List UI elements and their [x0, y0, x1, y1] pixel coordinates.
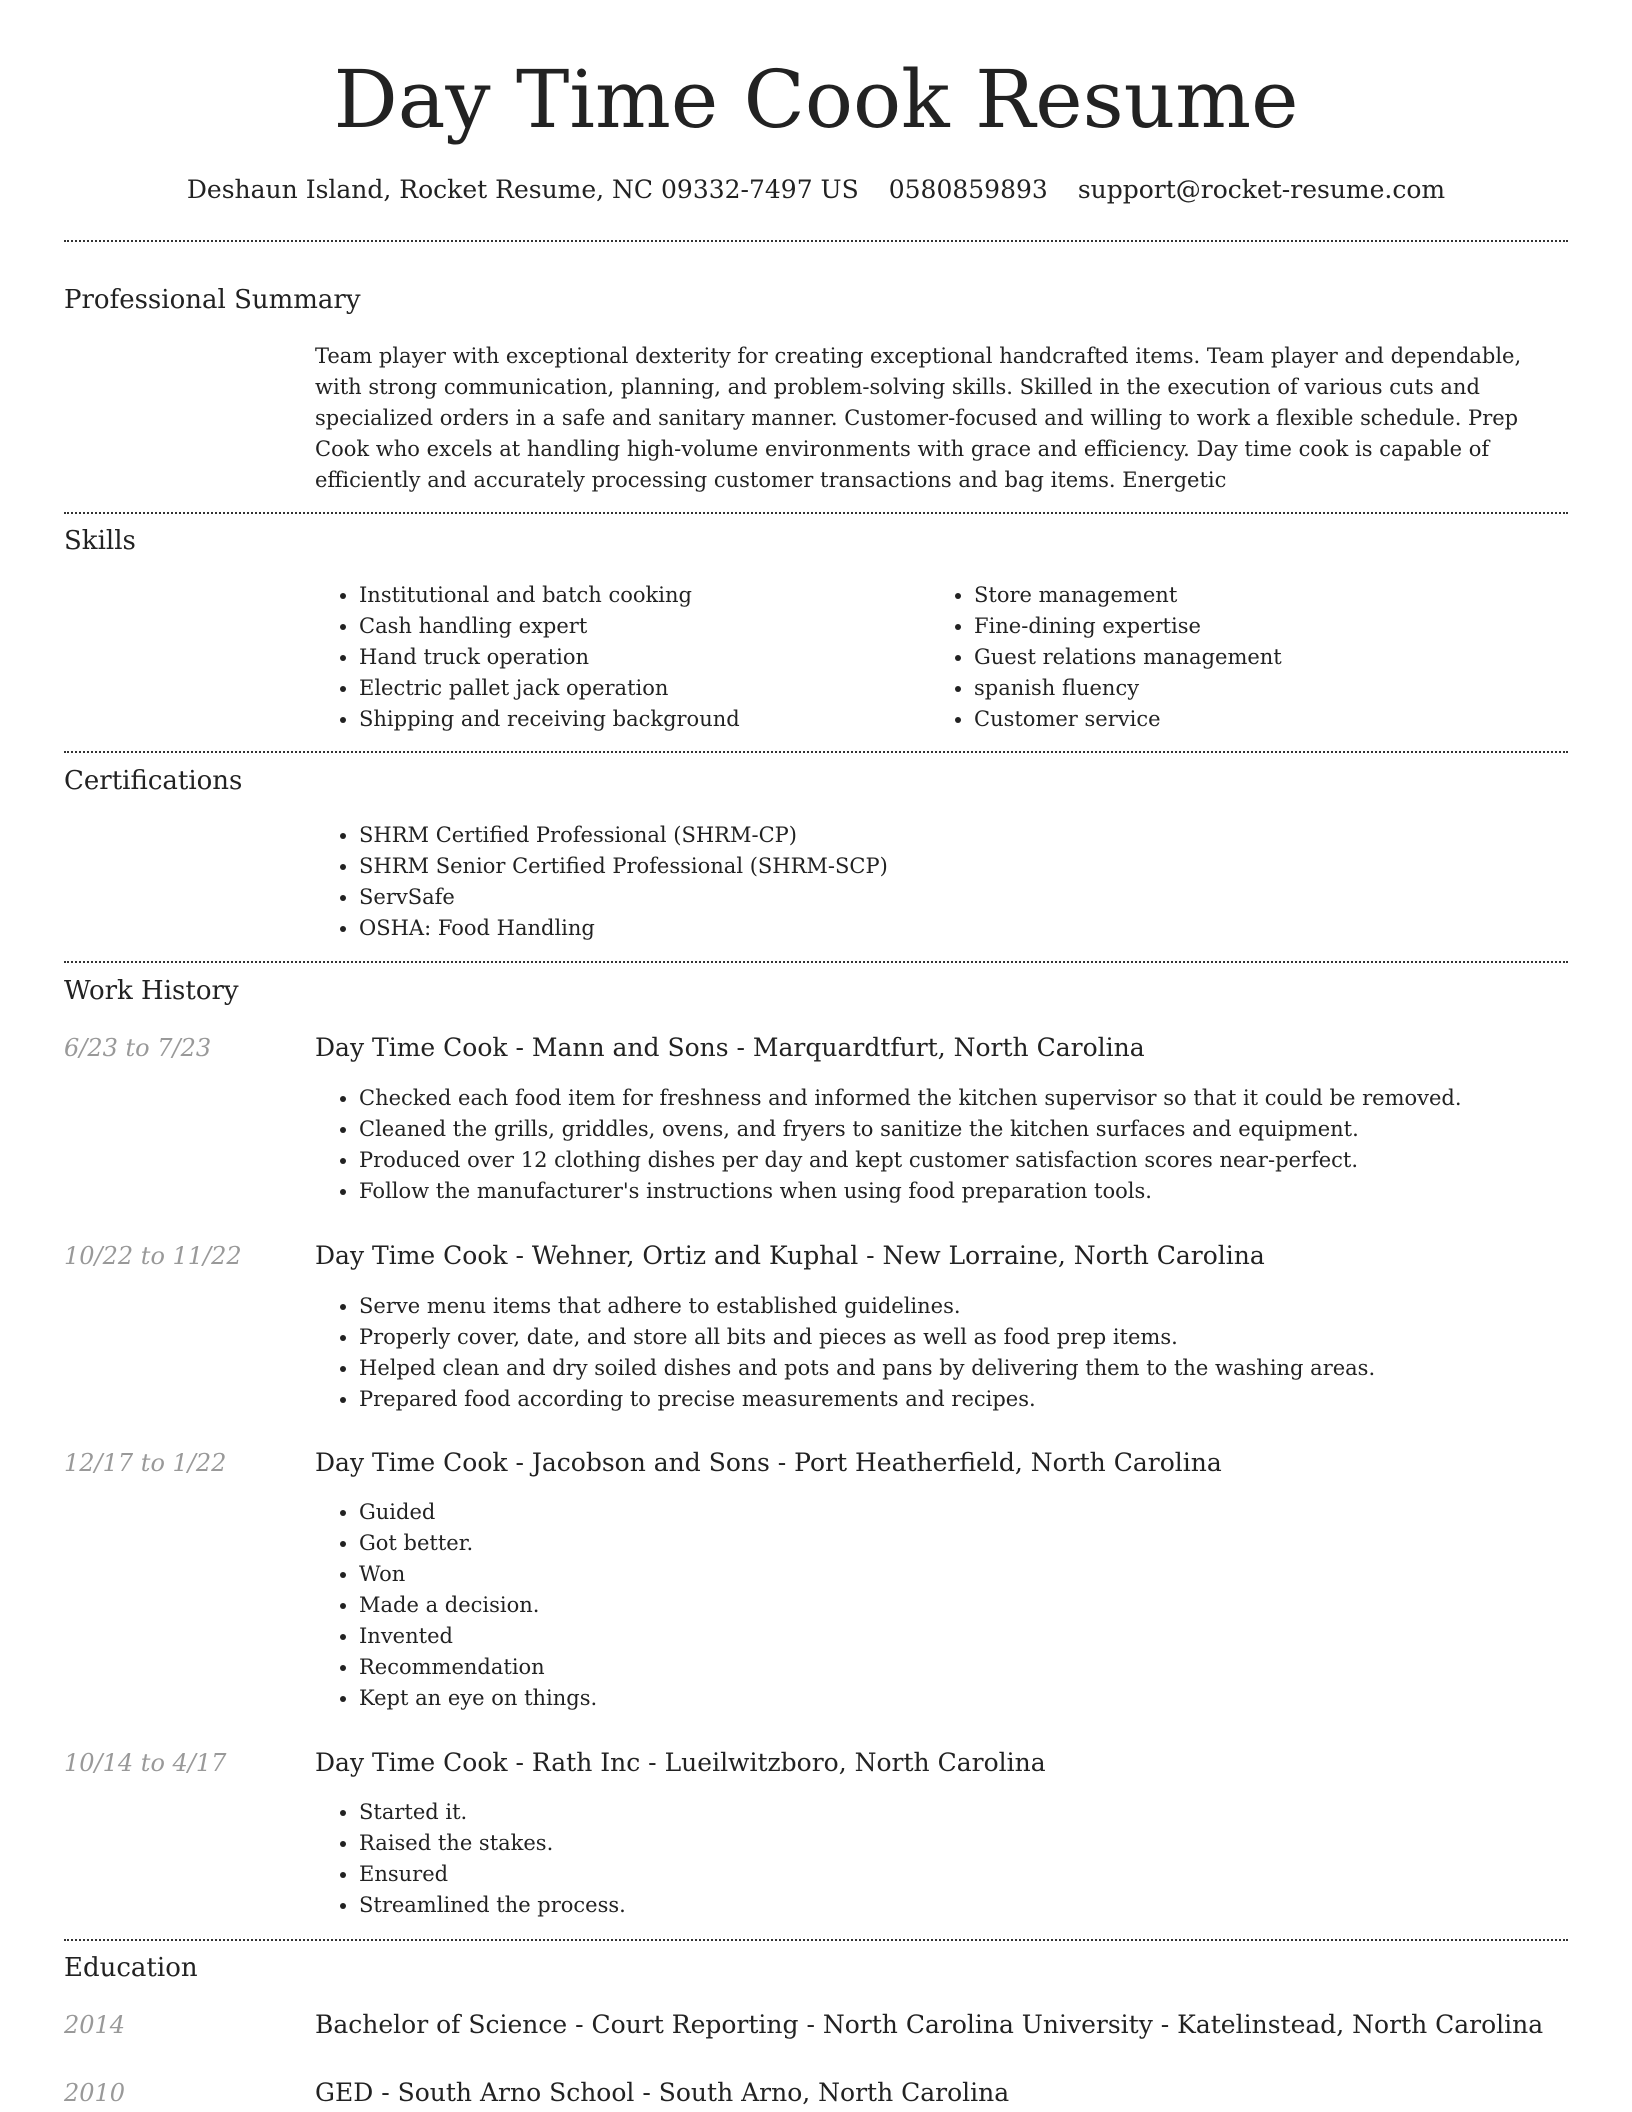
list-item: • Electric pallet jack operation: [359, 673, 919, 704]
list-item: • Helped clean and dry soiled dishes and pots and pans by delivering them to the washing areas.: [359, 1353, 1589, 1384]
list-item: • Checked each food item for freshness and informed the kitchen supervisor so that it could be removed.: [359, 1083, 1589, 1114]
job-title: Day Time Cook - Mann and Sons - Marquardtfurt, North Carolina: [315, 1033, 1145, 1062]
list-item: • Started it.: [359, 1797, 1589, 1828]
summary-text: Team player with exceptional dexterity for creating exceptional handcrafted items. Team player and dependable, with strong communication, planning, and problem-solving skills. Skilled in the execution of various cuts and specialized orders in a safe and sanitary manner. Customer-focused and willing to work a flexible schedule. Prep Cook who excels at handling high-volume environments with grace and efficiency. Day time cook is capable of efficiently and accurately processing customer transactions and bag items. Energetic: [315, 344, 1522, 492]
list-item: • Cash handling expert: [359, 611, 919, 642]
list-item: • Kept an eye on things.: [359, 1683, 1589, 1714]
skills-heading: Skills: [64, 526, 136, 556]
job-bullets: [315, 1291, 1589, 1415]
list-item: • Invented: [359, 1621, 1589, 1652]
resume-title: Day Time Cook Resume: [333, 53, 1299, 146]
job-title: Day Time Cook - Wehner, Ortiz and Kuphal - New Lorraine, North Carolina: [315, 1241, 1265, 1270]
list-item: • SHRM Certified Professional (SHRM-CP): [359, 820, 1559, 851]
list-item: • Raised the stakes.: [359, 1828, 1589, 1859]
skills-list-right: [930, 580, 1574, 735]
list-item: • Store management: [974, 580, 1574, 611]
education-heading: Education: [64, 1953, 198, 1983]
list-item: • Got better.: [359, 1528, 1589, 1559]
job-dates: 10/14 to 4/17: [64, 1749, 227, 1777]
list-item: • Won: [359, 1559, 1589, 1590]
skills-list-left: [315, 580, 919, 735]
list-item: • Recommendation: [359, 1652, 1589, 1683]
list-item: • Properly cover, date, and store all bits and pieces as well as food prep items.: [359, 1322, 1589, 1353]
section-divider: [64, 240, 1568, 242]
education-year: 2014: [64, 2011, 126, 2039]
job-dates: 10/22 to 11/22: [64, 1242, 242, 1270]
list-item: • Prepared food according to precise measurements and recipes.: [359, 1384, 1589, 1415]
contact-line: [0, 174, 1632, 206]
job-bullets: [315, 1497, 1589, 1714]
contact-phone: 0580859893: [888, 175, 1048, 204]
list-item: • Customer service: [974, 704, 1574, 735]
list-item: • Fine-dining expertise: [974, 611, 1574, 642]
list-item: • Guided: [359, 1497, 1589, 1528]
list-item: • Follow the manufacturer's instructions when using food preparation tools.: [359, 1176, 1589, 1207]
list-item: • Guest relations management: [974, 642, 1574, 673]
list-item: • Serve menu items that adhere to established guidelines.: [359, 1291, 1589, 1322]
list-item: • Made a decision.: [359, 1590, 1589, 1621]
list-item: • SHRM Senior Certified Professional (SHRM-SCP): [359, 851, 1559, 882]
job-title: Day Time Cook - Rath Inc - Lueilwitzboro, North Carolina: [315, 1748, 1046, 1777]
list-item: • Streamlined the process.: [359, 1890, 1589, 1921]
list-item: • ServSafe: [359, 882, 1559, 913]
resume-header: [0, 0, 1632, 206]
list-item: • Produced over 12 clothing dishes per day and kept customer satisfaction scores near-perfect.: [359, 1145, 1589, 1176]
education-year: 2010: [64, 2079, 126, 2107]
job-dates: 12/17 to 1/22: [64, 1449, 227, 1477]
section-divider: [64, 751, 1568, 753]
work-history-heading: Work History: [64, 976, 239, 1006]
section-divider: [64, 1939, 1568, 1941]
job-bullets: [315, 1083, 1589, 1207]
list-item: • Hand truck operation: [359, 642, 919, 673]
certifications-heading: Certifications: [64, 766, 243, 796]
contact-address: Deshaun Island, Rocket Resume, NC 09332-7497 US: [186, 175, 859, 204]
list-item: • Ensured: [359, 1859, 1589, 1890]
list-item: • spanish fluency: [974, 673, 1574, 704]
section-divider: [64, 961, 1568, 963]
list-item: • Shipping and receiving background: [359, 704, 919, 735]
list-item: • Institutional and batch cooking: [359, 580, 919, 611]
certifications-list: [315, 820, 1559, 944]
contact-email: support@rocket-resume.com: [1077, 175, 1446, 204]
education-entry: GED - South Arno School - South Arno, North Carolina: [315, 2078, 1010, 2107]
job-dates: 6/23 to 7/23: [64, 1034, 212, 1062]
list-item: • OSHA: Food Handling: [359, 913, 1559, 944]
summary-heading: Professional Summary: [64, 285, 361, 315]
job-bullets: [315, 1797, 1589, 1921]
section-divider: [64, 512, 1568, 514]
education-entry: Bachelor of Science - Court Reporting - North Carolina University - Katelinstead, North Carolina: [315, 2010, 1544, 2039]
list-item: • Cleaned the grills, griddles, ovens, and fryers to sanitize the kitchen surfaces and equipment.: [359, 1114, 1589, 1145]
job-title: Day Time Cook - Jacobson and Sons - Port Heatherfield, North Carolina: [315, 1448, 1222, 1477]
